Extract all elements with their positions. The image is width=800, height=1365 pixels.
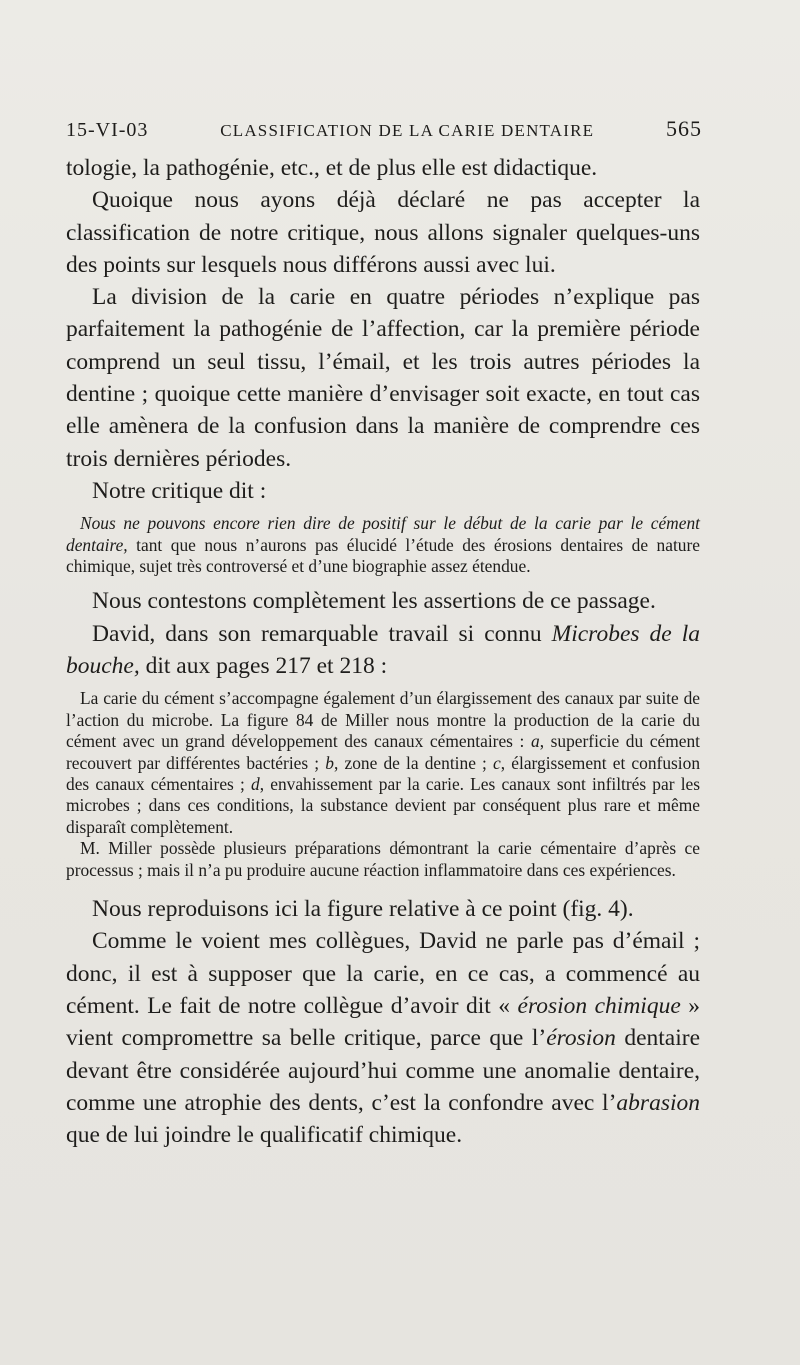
paragraph: Nous reproduisons ici la figure relative à ce point (fig. 4). xyxy=(92,896,634,923)
page-body xyxy=(66,152,700,1151)
header-title: CLASSIFICATION DE LA CARIE DENTAIRE xyxy=(220,121,595,140)
header-date: 15-VI-03 xyxy=(66,119,149,141)
paragraph: La division de la carie en quatre périodes n’explique pas parfaitement la pathogénie de l’affection, car la première période comprend un seul tissu, l’émail, et les trois autres périodes la dentine ; quoique cette manière d’envisager soit exacte, en tout cas elle amènera de la confusion dans la manière de comprendre ces trois dernières périodes. xyxy=(66,284,700,472)
book-title: Microbes de la bouche, xyxy=(66,620,700,680)
quote-italic: Nous ne pouvons encore rien dire de positif sur le début de la carie par le cément dentaire, xyxy=(66,513,700,555)
paragraph: Comme le voient mes collègues, David ne parle pas d’émail ; donc, il est à supposer que la carie, en ce cas, a commencé au cément. Le fait de notre collègue d’avoir dit « érosion chimique » vient compromettre sa belle critique, parce que l’érosion dentaire devant être considérée aujourd’hui comme une anomalie dentaire, comme une atrophie des dents, c’est la confondre avec l’abrasion que de lui joindre le qualificatif chimique. xyxy=(66,928,700,1149)
block-quote: M. Miller possède plusieurs préparations démontrant la carie cémentaire d’après ce processus ; mais il n’a pu produire aucune réaction inflammatoire dans ces expériences. xyxy=(66,838,700,880)
paragraph: Notre critique dit : xyxy=(92,477,267,504)
running-header xyxy=(66,116,702,142)
paragraph: Quoique nous ayons déjà déclaré ne pas accepter la classification de notre critique, nous allons signaler quelques-uns des points sur lesquels nous différons aussi avec lui. xyxy=(66,187,700,278)
page-number: 565 xyxy=(666,116,702,141)
block-quote: La carie du cément s’accompagne également d’un élargissement des canaux par suite de l’action du microbe. La figure 84 de Miller nous montre la production de la carie du cément avec un grand développement des canaux cémentaires : a, superficie du cément recouvert par différentes bactéries ; b, zone de la dentine ; c, élargissement et confusion des canaux cémentaires ; d, envahissement par la carie. Les canaux sont infiltrés par les microbes ; dans ces conditions, la substance devient par conséquent plus rare et même disparaît complètement. xyxy=(66,688,701,837)
paragraph: David, dans son remarquable travail si connu Microbes de la bouche, dit aux pages 217 et 218 : xyxy=(66,620,700,680)
paragraph: tologie, la pathogénie, etc., et de plus elle est didactique. xyxy=(66,155,598,181)
block-quote: Nous ne pouvons encore rien dire de positif sur le début de la carie par le cément dentaire, tant que nous n’aurons pas élucidé l’étude des érosions dentaires de nature chimique, sujet très controversé et d’une biographie assez étendue. xyxy=(66,513,700,577)
paragraph: Nous contestons complètement les assertions de ce passage. xyxy=(92,588,656,615)
